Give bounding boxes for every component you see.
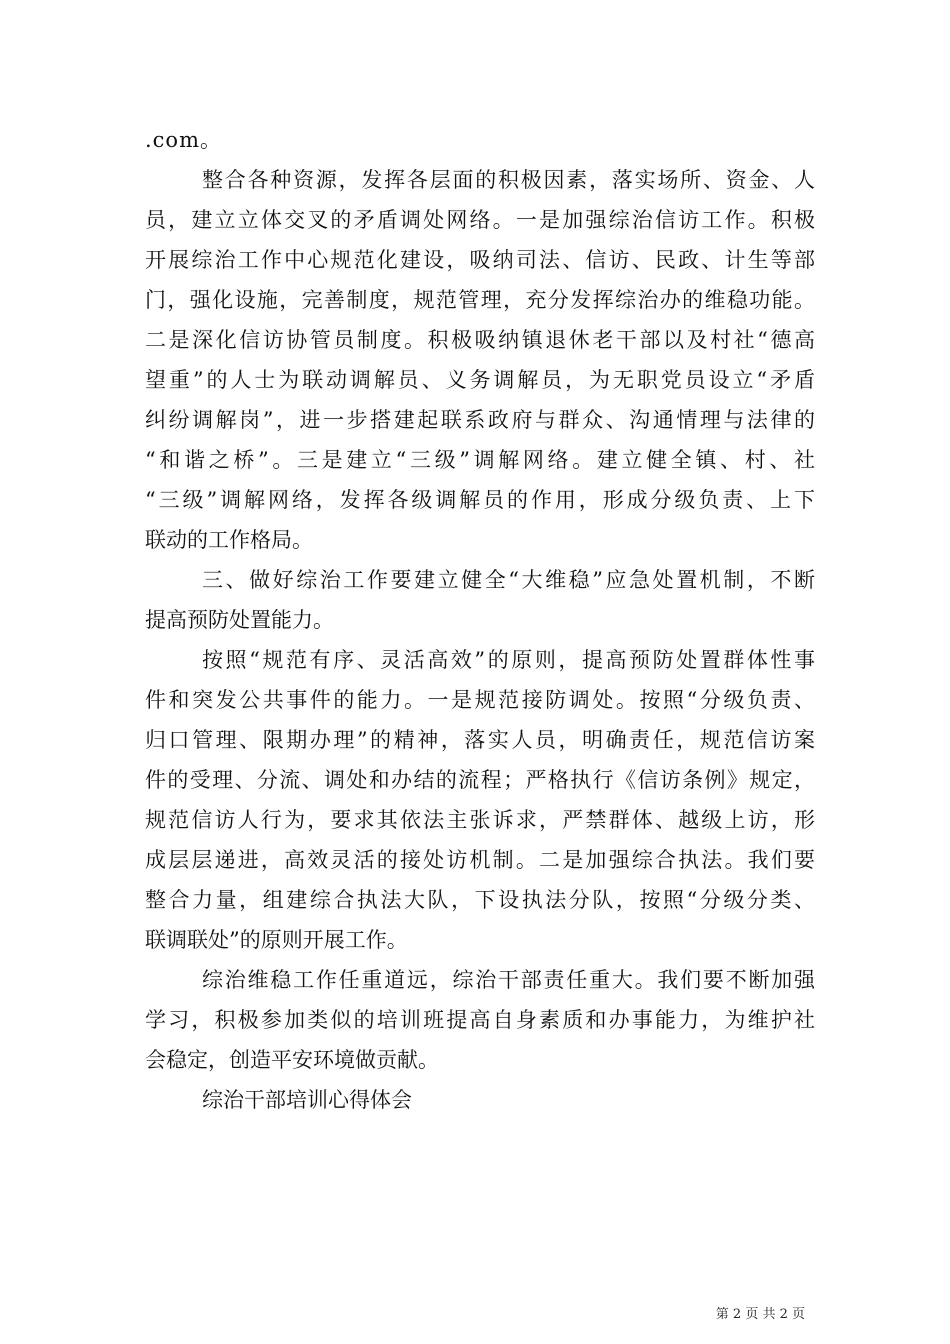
paragraph-2-line-4: 件的受理、分流、调处和办结的流程；严格执行《信访条例》规定， (145, 768, 815, 792)
section-heading-line-1: 三、做好综治工作要建立健全“大维稳”应急处置机制，不断 (202, 568, 815, 592)
paragraph-1-line-4: 门，强化设施，完善制度，规范管理，充分发挥综治办的维稳功能。 (145, 288, 815, 312)
paragraph-1-line-7: 纠纷调解岗”，进一步搭建起联系政府与群众、沟通情理与法律的 (145, 408, 815, 432)
paragraph-1-line-6: 望重”的人士为联动调解员、义务调解员，为无职党员设立“矛盾 (145, 368, 815, 392)
paragraph-1-line-2: 员，建立立体交叉的矛盾调处网络。一是加强综治信访工作。积极 (145, 208, 815, 232)
paragraph-2-line-6: 成层层递进，高效灵活的接处访机制。二是加强综合执法。我们要 (145, 848, 815, 872)
paragraph-1-line-8: “和谐之桥”。三是建立“三级”调解网络。建立健全镇、村、社 (145, 448, 815, 472)
page-number-footer: 第 2 页 共 2 页 (715, 1307, 805, 1322)
section-heading-line-2: 提高预防处置能力。 (145, 608, 334, 632)
paragraph-2-line-3: 归口管理、限期办理”的精神，落实人员，明确责任，规范信访案 (145, 728, 815, 752)
paragraph-3-line-3: 会稳定，创造平安环境做贡献。 (145, 1048, 439, 1072)
paragraph-1-line-3: 开展综治工作中心规范化建设，吸纳司法、信访、民政、计生等部 (145, 248, 815, 272)
paragraph-2-line-8: 联调联处”的原则开展工作。 (145, 928, 408, 952)
paragraph-1-line-5: 二是深化信访协管员制度。积极吸纳镇退休老干部以及村社“德高 (145, 328, 815, 352)
paragraph-1-line-1: 整合各种资源，发挥各层面的积极因素，落实场所、资金、人 (202, 168, 815, 192)
closing-title: 综治干部培训心得体会 (202, 1088, 412, 1112)
paragraph-1-line-9: “三级”调解网络，发挥各级调解员的作用，形成分级负责、上下 (145, 488, 815, 512)
paragraph-2-line-1: 按照“规范有序、灵活高效”的原则，提高预防处置群体性事 (202, 648, 815, 672)
text-line: .com。 (145, 128, 222, 152)
paragraph-2-line-2: 件和突发公共事件的能力。一是规范接防调处。按照“分级负责、 (145, 688, 815, 712)
paragraph-3-line-1: 综治维稳工作任重道远，综治干部责任重大。我们要不断加强 (202, 968, 815, 992)
paragraph-3-line-2: 学习，积极参加类似的培训班提高自身素质和办事能力，为维护社 (145, 1008, 815, 1032)
paragraph-2-line-7: 整合力量，组建综合执法大队，下设执法分队，按照“分级分类、 (145, 888, 815, 912)
paragraph-1-line-10: 联动的工作格局。 (145, 528, 313, 552)
document-body (145, 120, 815, 1120)
paragraph-2-line-5: 规范信访人行为，要求其依法主张诉求，严禁群体、越级上访，形 (145, 808, 815, 832)
